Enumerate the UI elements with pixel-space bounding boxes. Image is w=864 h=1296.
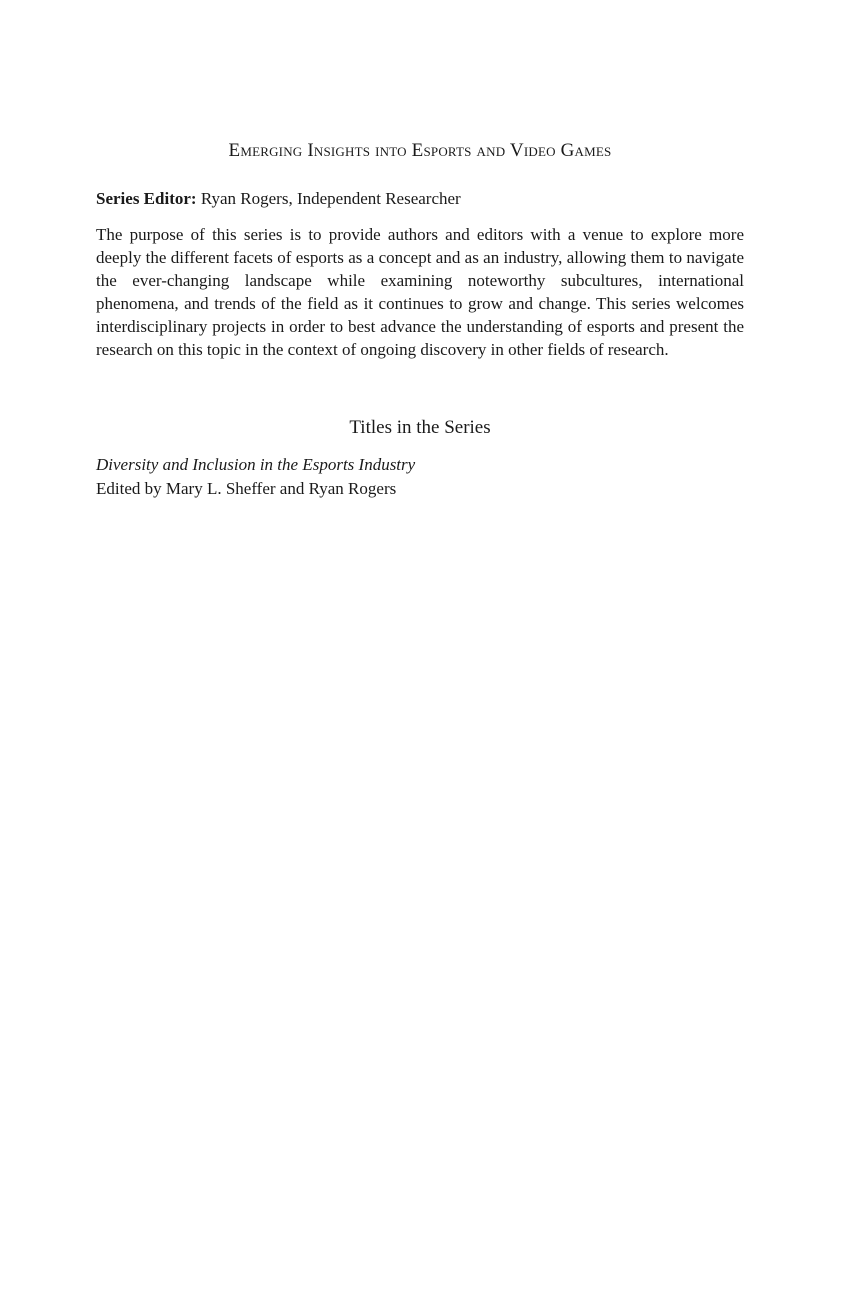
series-title: Emerging Insights into Esports and Video Games xyxy=(228,140,612,161)
book-editors: Edited by Mary L. Sheffer and Ryan Rogers xyxy=(96,479,397,498)
book-entry xyxy=(96,453,744,501)
series-editor-value: Ryan Rogers, Independent Researcher xyxy=(200,189,461,208)
series-editor-line xyxy=(96,188,744,210)
series-editor-label: Series Editor: xyxy=(96,189,197,208)
series-purpose-paragraph: The purpose of this series is to provide authors and editors with a venue to explore more deeply the different facets of esports as a concept and as an industry, allowing them to navigate the ever-changing landscape while examining noteworthy subcultures, international phenomena, and trends of the field as it continues to grow and change. This series welcomes interdisciplinary projects in order to best advance the understanding of esports and present the research on this topic in the context of ongoing discovery in other fields of research. xyxy=(96,225,744,359)
titles-in-series-heading: Titles in the Series xyxy=(349,417,491,438)
book-title: Diversity and Inclusion in the Esports Industry xyxy=(96,455,416,474)
